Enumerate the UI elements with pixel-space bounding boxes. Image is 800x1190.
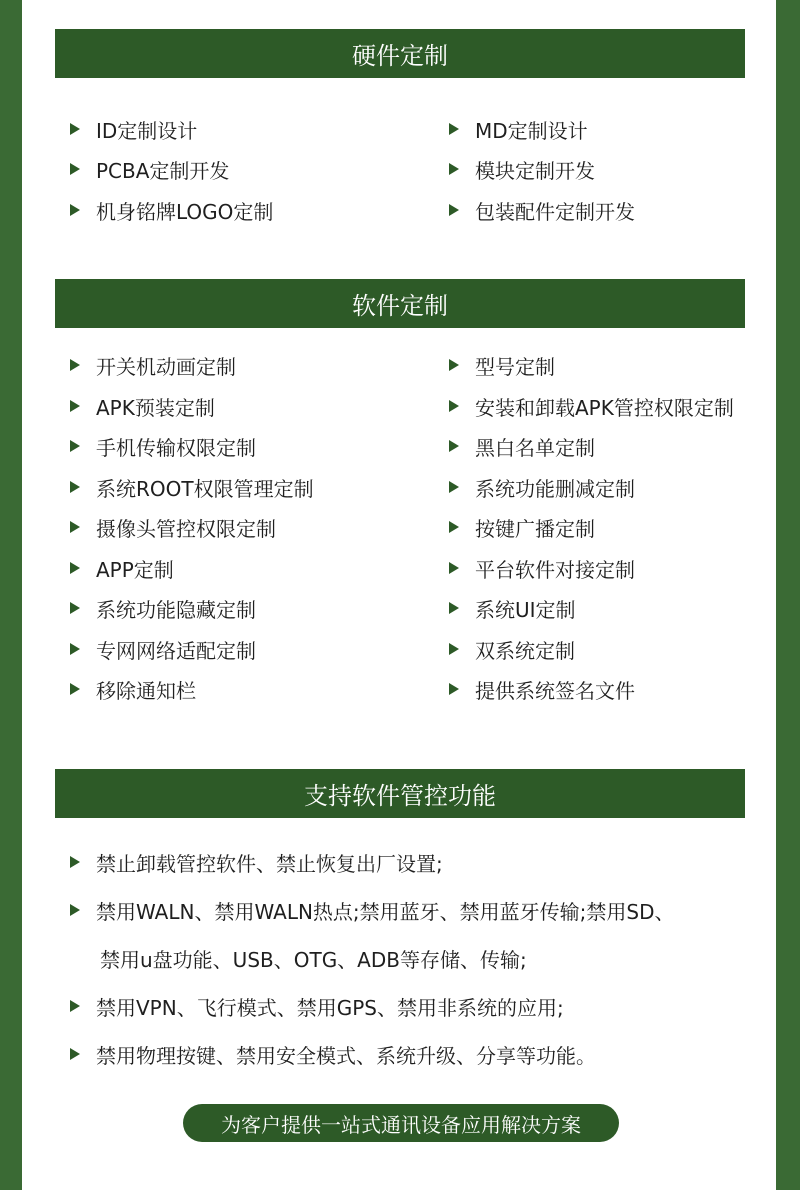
- control-item-label: 禁用WALN、禁用WALN热点;禁用蓝牙、禁用蓝牙传输;禁用SD、: [96, 899, 675, 924]
- hardware-item-label: 模块定制开发: [475, 158, 595, 183]
- triangle-bullet-icon: [449, 683, 459, 695]
- software-item: [449, 432, 595, 460]
- hardware-item-label: PCBA定制开发: [96, 158, 230, 183]
- control-item: [70, 848, 443, 876]
- triangle-bullet-icon: [70, 521, 80, 533]
- triangle-bullet-icon: [70, 562, 80, 574]
- control-section-title: [55, 769, 745, 818]
- software-item-label: 安装和卸载APK管控权限定制: [475, 395, 734, 420]
- control-item-label: 禁用物理按键、禁用安全模式、系统升级、分享等功能。: [96, 1043, 596, 1068]
- software-item-label: 手机传输权限定制: [96, 435, 256, 460]
- hardware-title-text: 硬件定制: [352, 42, 448, 70]
- triangle-bullet-icon: [449, 204, 459, 216]
- software-item: [70, 554, 174, 582]
- software-item: [449, 351, 555, 379]
- hardware-item: [70, 115, 197, 143]
- triangle-bullet-icon: [70, 163, 80, 175]
- triangle-bullet-icon: [70, 643, 80, 655]
- hardware-item-label: ID定制设计: [96, 118, 198, 143]
- software-item: [70, 594, 256, 622]
- solution-banner-text: 为客户提供一站式通讯设备应用解决方案: [221, 1112, 581, 1137]
- software-item-label: 系统功能删减定制: [475, 476, 635, 501]
- triangle-bullet-icon: [449, 123, 459, 135]
- hardware-item: [449, 115, 588, 143]
- triangle-bullet-icon: [449, 643, 459, 655]
- software-title-text: 软件定制: [352, 292, 448, 320]
- triangle-bullet-icon: [70, 856, 80, 868]
- software-item-label: 移除通知栏: [96, 678, 196, 703]
- software-item: [70, 513, 276, 541]
- control-item: [70, 1040, 596, 1068]
- hardware-section-title: [55, 29, 745, 78]
- control-item: [70, 896, 675, 924]
- triangle-bullet-icon: [449, 521, 459, 533]
- solution-banner: [183, 1104, 619, 1142]
- software-item-label: 摄像头管控权限定制: [96, 516, 276, 541]
- triangle-bullet-icon: [70, 204, 80, 216]
- control-title-text: 支持软件管控功能: [304, 782, 496, 810]
- triangle-bullet-icon: [449, 400, 459, 412]
- triangle-bullet-icon: [70, 440, 80, 452]
- triangle-bullet-icon: [70, 359, 80, 371]
- triangle-bullet-icon: [70, 1000, 80, 1012]
- control-item-label: 禁止卸载管控软件、禁止恢复出厂设置;: [96, 851, 443, 876]
- software-item: [449, 675, 635, 703]
- software-item-label: 系统ROOT权限管理定制: [96, 476, 314, 501]
- triangle-bullet-icon: [449, 562, 459, 574]
- software-item: [70, 351, 236, 379]
- control-item-label: 禁用VPN、飞行模式、禁用GPS、禁用非系统的应用;: [96, 995, 564, 1020]
- software-item: [449, 554, 635, 582]
- hardware-item-label: 机身铭牌LOGO定制: [96, 199, 274, 224]
- hardware-item: [449, 155, 595, 183]
- software-item-label: 系统UI定制: [475, 597, 576, 622]
- triangle-bullet-icon: [70, 400, 80, 412]
- software-item: [449, 392, 734, 420]
- software-item: [449, 513, 595, 541]
- software-item-label: APK预装定制: [96, 395, 215, 420]
- software-item-label: 提供系统签名文件: [475, 678, 635, 703]
- triangle-bullet-icon: [70, 602, 80, 614]
- software-item-label: 平台软件对接定制: [475, 557, 635, 582]
- triangle-bullet-icon: [70, 123, 80, 135]
- software-item-label: 型号定制: [475, 354, 555, 379]
- triangle-bullet-icon: [70, 683, 80, 695]
- hardware-item-label: 包装配件定制开发: [475, 199, 635, 224]
- control-item-label: 禁用u盘功能、USB、OTG、ADB等存储、传输;: [100, 947, 527, 972]
- hardware-item: [449, 196, 635, 224]
- content-panel: [22, 0, 776, 1190]
- software-item-label: 双系统定制: [475, 638, 575, 663]
- triangle-bullet-icon: [449, 602, 459, 614]
- triangle-bullet-icon: [449, 481, 459, 493]
- software-item-label: APP定制: [96, 557, 174, 582]
- triangle-bullet-icon: [449, 163, 459, 175]
- triangle-bullet-icon: [70, 904, 80, 916]
- control-item: [70, 992, 564, 1020]
- triangle-bullet-icon: [70, 481, 80, 493]
- software-item: [70, 675, 196, 703]
- software-item: [70, 473, 314, 501]
- software-item-label: 黑白名单定制: [475, 435, 595, 460]
- software-section-title: [55, 279, 745, 328]
- software-item-label: 开关机动画定制: [96, 354, 236, 379]
- control-item-continuation: [100, 944, 527, 972]
- triangle-bullet-icon: [449, 440, 459, 452]
- software-item: [449, 635, 575, 663]
- software-item: [70, 635, 256, 663]
- software-item: [70, 392, 215, 420]
- software-item-label: 系统功能隐藏定制: [96, 597, 256, 622]
- triangle-bullet-icon: [70, 1048, 80, 1060]
- software-item: [449, 594, 576, 622]
- hardware-item: [70, 155, 229, 183]
- software-item: [449, 473, 635, 501]
- software-item-label: 专网网络适配定制: [96, 638, 256, 663]
- software-item-label: 按键广播定制: [475, 516, 595, 541]
- hardware-item-label: MD定制设计: [475, 118, 588, 143]
- triangle-bullet-icon: [449, 359, 459, 371]
- hardware-item: [70, 196, 273, 224]
- software-item: [70, 432, 256, 460]
